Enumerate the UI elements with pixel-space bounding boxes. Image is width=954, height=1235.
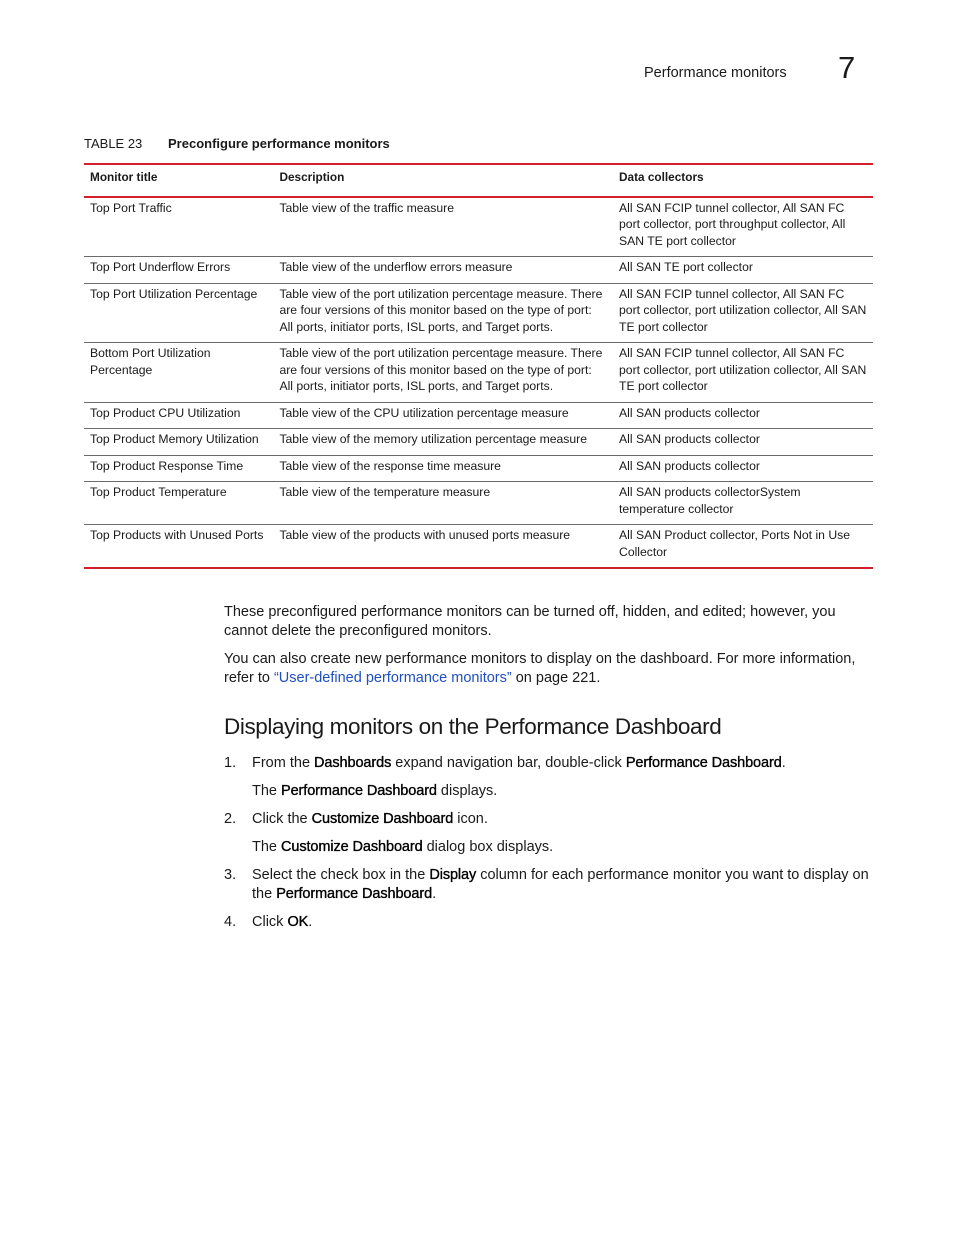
cell-data-collectors: All SAN products collector [613,402,873,429]
step-number: 2. [224,811,237,827]
table-row [84,257,873,284]
paragraph-text: on page 221. [511,670,601,686]
step-number: 4. [224,914,237,930]
table-row [84,525,873,569]
table-caption-text: Preconfigure performance monitors [168,136,390,151]
cell-description: Table view of the underflow errors measure [273,257,613,284]
table-row [84,283,873,343]
ui-term: Customize Dashboard [311,811,454,827]
cell-monitor-title: Top Products with Unused Ports [90,528,264,542]
step-item [224,754,874,773]
user-defined-monitors-link[interactable]: “User-defined performance monitors” [273,670,512,686]
table-caption [84,136,390,151]
ui-term: Performance Dashboard [625,755,782,771]
step-number: 3. [224,867,237,883]
procedure-steps [224,754,874,941]
table-row [84,455,873,482]
step-text: Click the [252,811,312,827]
step-text: . [781,755,786,771]
monitors-table [84,163,873,569]
step-item [224,913,874,932]
body-text [224,603,874,697]
cell-data-collectors: All SAN products collector [613,429,873,456]
cell-monitor-title: Top Product CPU Utilization [84,402,273,429]
table-row [84,343,873,403]
step-text: . [308,914,313,930]
column-header-monitor-title: Monitor title [84,164,273,197]
cell-description: Table view of the port utilization percentage measure. There are four versions of this monitor based on the type of port: All ports, initiator ports, ISL ports, and Target ports. [273,343,613,403]
table-row [84,402,873,429]
cell-data-collectors: All SAN TE port collector [613,257,873,284]
table-row [84,482,873,525]
cell-description: Table view of the port utilization percentage measure. There are four versions of this monitor based on the type of port: All ports, initiator ports, ISL ports, and Target ports. [273,283,613,343]
cell-description: Table view of the products with unused ports measure [279,528,571,542]
step-text: . [432,886,437,902]
step-result [224,782,874,801]
cell-data-collectors: All SAN products collector [613,455,873,482]
cell-description: Table view of the response time measure [273,455,613,482]
step-text: dialog box displays. [422,839,554,855]
step-item [224,866,874,904]
column-header-description: Description [273,164,613,197]
step-text: Select the check box in the [252,867,430,883]
table-label: TABLE 23 [84,136,143,151]
step-text: icon. [453,811,488,827]
cell-data-collectors: All SAN Product collector, Ports Not in Use Collector [619,528,850,559]
column-header-data-collectors: Data collectors [613,164,873,197]
running-header-title: Performance monitors [644,65,787,81]
cell-monitor-title: Top Port Traffic [84,197,273,257]
ui-term: Performance Dashboard [281,783,437,799]
step-text: column for each performance monitor you want to display on the [252,867,869,902]
step-text: From the [252,755,315,771]
paragraph-text: You can also create new performance monitors to display on the dashboard. For more information, refer to [224,651,856,686]
ui-term: Performance Dashboard [276,886,433,902]
step-result [224,838,874,857]
paragraph-create-new [224,650,874,688]
cell-data-collectors: All SAN products collectorSystem temperature collector [613,482,873,525]
cell-description: Table view of the CPU utilization percentage measure [273,402,613,429]
step-text: expand navigation bar, double-click [391,755,626,771]
cell-monitor-title: Top Port Utilization Percentage [84,283,273,343]
cell-description: Table view of the temperature measure [273,482,613,525]
cell-monitor-title: Top Product Temperature [84,482,273,525]
table-row [84,197,873,257]
step-number: 1. [224,755,237,771]
step-text: The [252,783,282,799]
ui-term: Customize Dashboard [281,839,423,855]
cell-monitor-title: Top Product Response Time [84,455,273,482]
paragraph-preconfigured: These preconfigured performance monitors can be turned off, hidden, and edited; however, you cannot delete the preconfigured monitors. [224,604,836,639]
cell-data-collectors: All SAN FCIP tunnel collector, All SAN FC port collector, port utilization collector, All SAN TE port collector [613,283,873,343]
cell-description: Table view of the memory utilization percentage measure [273,429,613,456]
cell-data-collectors: All SAN FCIP tunnel collector, All SAN FC port collector, port throughput collector, All SAN TE port collector [613,197,873,257]
cell-data-collectors: All SAN FCIP tunnel collector, All SAN FC port collector, port utilization collector, All SAN TE port collector [613,343,873,403]
cell-monitor-title: Top Product Memory Utilization [84,429,273,456]
step-text: displays. [436,783,498,799]
table-row [84,429,873,456]
step-text: The [252,839,282,855]
cell-description: Table view of the traffic measure [273,197,613,257]
step-text: Click [252,914,288,930]
step-item [224,810,874,829]
chapter-number: 7 [838,50,856,85]
cell-monitor-title: Bottom Port Utilization Percentage [84,343,273,403]
table-header-row [84,164,873,197]
cell-monitor-title: Top Port Underflow Errors [84,257,273,284]
ui-term: Dashboards [314,755,392,771]
section-heading: Displaying monitors on the Performance Dashboard [224,714,722,739]
ui-term: Display [429,867,477,883]
ui-term: OK [287,914,309,930]
